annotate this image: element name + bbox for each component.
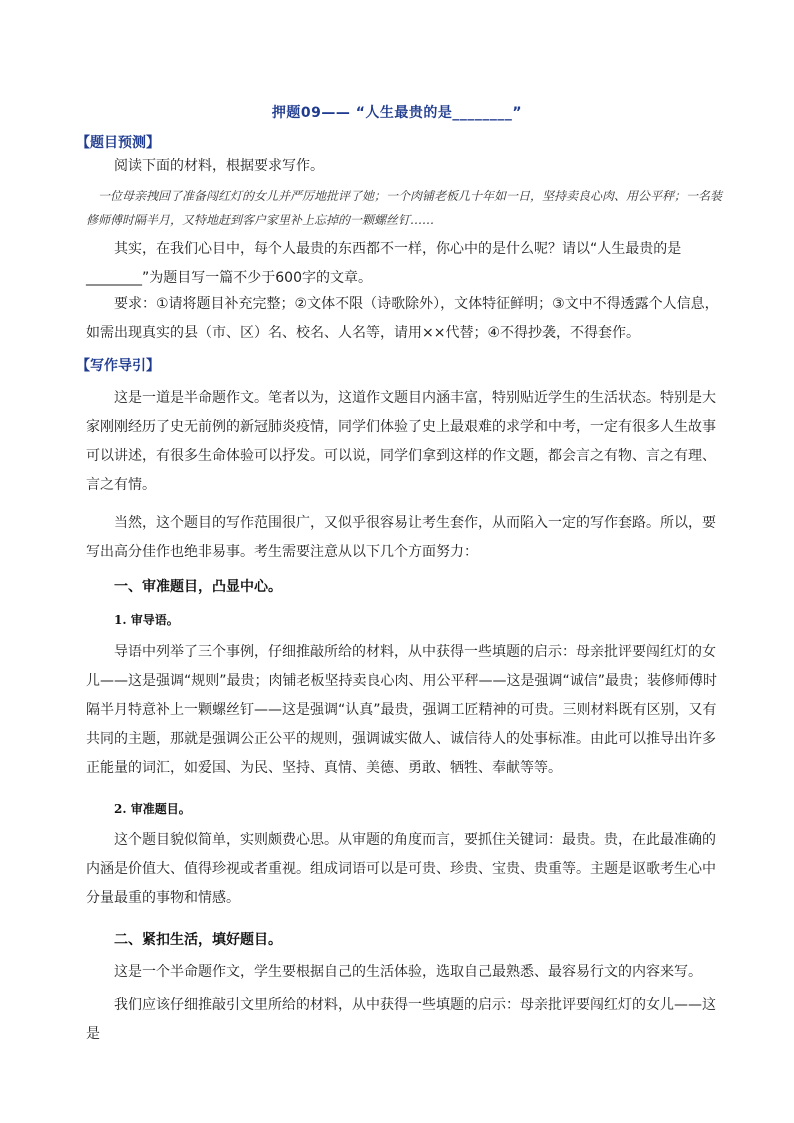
writing-requirements: 要求：①请将题目补充完整；②文体不限（诗歌除外），文体特征鲜明；③文中不得透露个人信息，如需出现真实的县（市、区）名、校名、人名等，请用××代替；④不得抄袭，不得套作。 (86, 296, 719, 341)
subheading-one-text: 导语中列举了三个事例，仔细推敲所给的材料，从中获得一些填题的启示：母亲批评要闯红灯的女儿——这是强调“规则”最贵；肉铺老板坚持卖良心肉、用公平秤——这是强调“诚信”最贵；装修师傅时隔半月特意补上一颗螺丝钉——这是强调“认真”最贵，强调工匠精神的可贵。三则材料既有区别，又有共同的主题，那就是强调公正公平的规则，强调诚实做人、诚信待人的处事标准。由此可以推导出许多正能量的词汇，如爱国、为民、坚持、真情、美德、勇敢、牺牲、奉献等等。 (86, 644, 718, 776)
heading-one: 一、审准题目，凸显中心。 (114, 579, 282, 595)
subheading-two-text: 这个题目貌似简单，实则颇费心思。从审题的角度而言，要抓住关键词：最贵。贵，在此最准确的内涵是价值大、值得珍视或者重视。组成词语可以是可贵、珍贵、宝贵、贵重等。主题是讴歌考生心中分量最重的事物和情感。 (86, 832, 716, 906)
section-heading-prediction: 【题目预测】 (76, 135, 160, 151)
guide-paragraph-1: 这是一道是半命题作文。笔者以为，这道作文题目内涵丰富，特别贴近学生的生活状态。特别是大家刚刚经历了史无前例的新冠肺炎疫情，同学们体验了史上最艰难的求学和中考，一定有很多人生故事可以讲述，有很多生命体验可以抒发。可以说，同学们拿到这样的作文题，都会言之有物、言之有理、言之有情。 (86, 390, 716, 493)
guide-paragraph-2: 当然，这个题目的写作范围很广，又似乎很容易让考生套作，从而陷入一定的写作套路。所以，要写出高分佳作也绝非易事。考生需要注意从以下几个方面努力： (86, 515, 716, 560)
subheading-two: 2. 审准题目。 (114, 802, 191, 816)
heading-two-paragraph-1: 这是一个半命题作文，学生要根据自己的生活体验，选取自己最熟悉、最容易行文的内容来写。 (114, 964, 702, 980)
heading-two-paragraph-2: 我们应该仔细推敲引文里所给的材料，从中获得一些填题的启示：母亲批评要闯红灯的女儿——这是 (86, 997, 716, 1042)
material-quote: 一位母亲拽回了准备闯红灯的女儿并严厉地批评了她；一个肉铺老板几十年如一日，坚持卖良心肉、用公平秤；一名装修师傅时隔半月，又特地赶到客户家里补上忘掉的一颗螺丝钉…… (86, 189, 723, 227)
heading-two: 二、紧扣生活，填好题目。 (114, 932, 282, 948)
doc-title: 押题09—— “人生最贵的是________” (271, 105, 523, 121)
subheading-one: 1. 审导语。 (114, 613, 179, 627)
section-heading-guide: 【写作导引】 (76, 358, 160, 374)
read-instruction: 阅读下面的材料，根据要求写作。 (114, 158, 324, 174)
writing-prompt: 其实，在我们心目中，每个人最贵的东西都不一样，你心中的是什么呢？请以“人生最贵的是________”为题目写一篇不少于600字的文章。 (86, 241, 682, 286)
